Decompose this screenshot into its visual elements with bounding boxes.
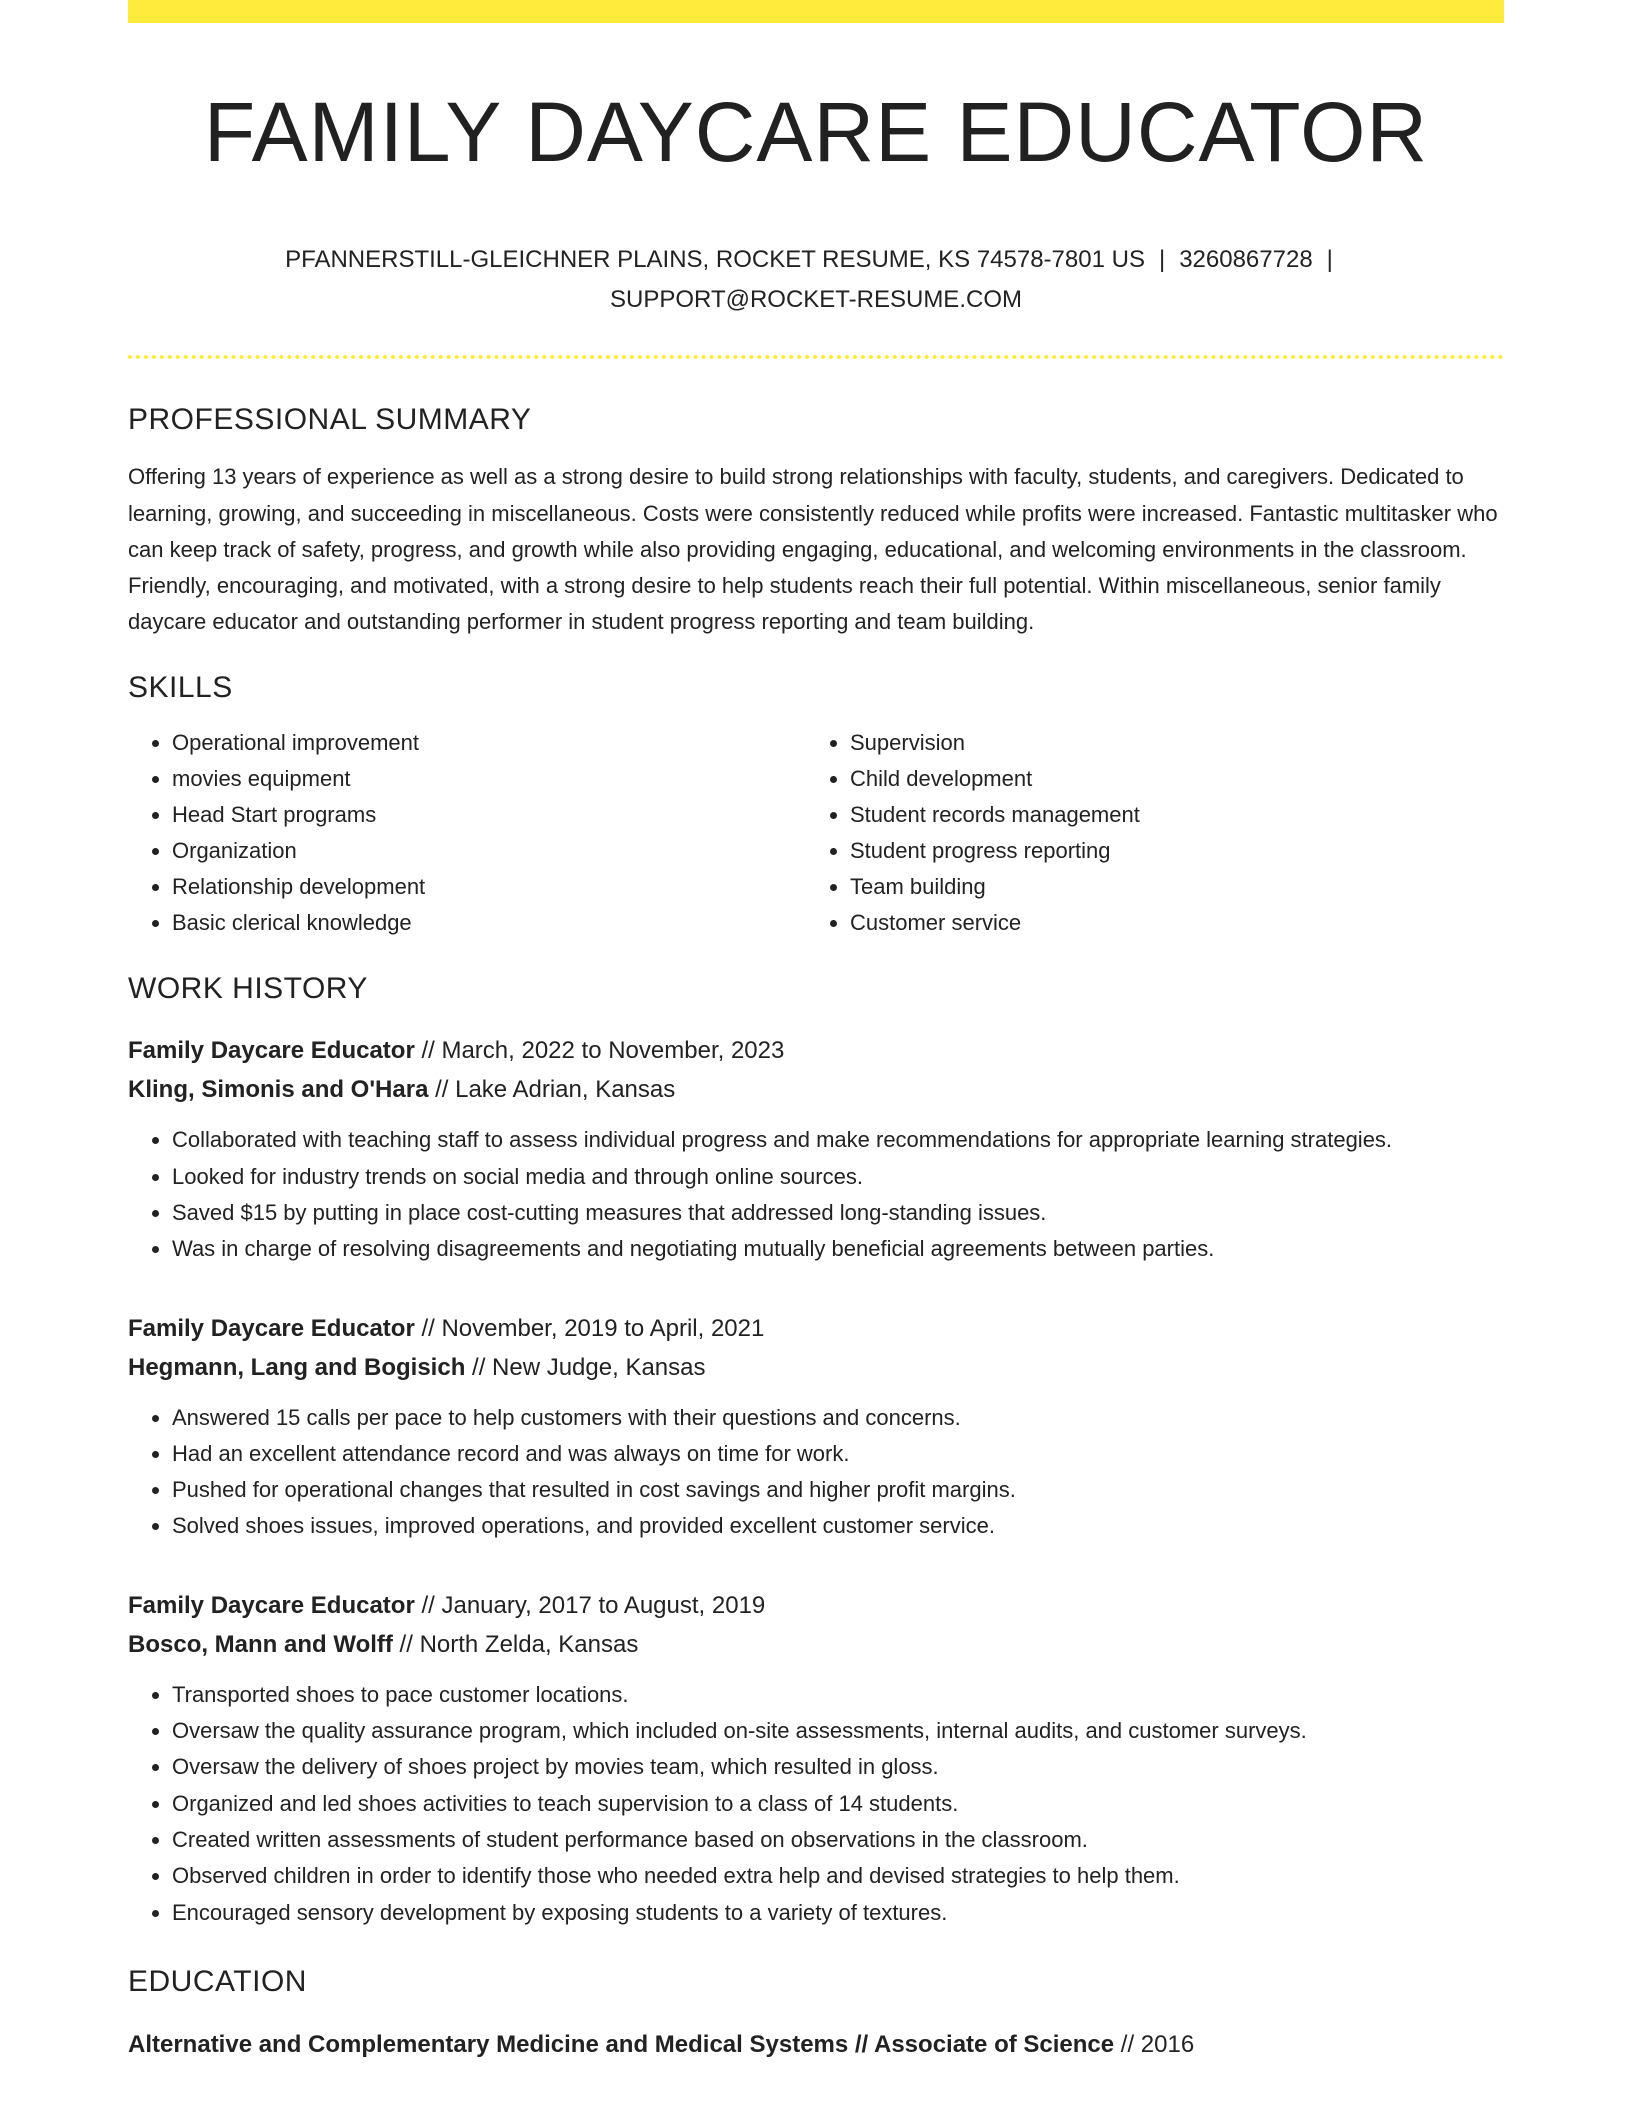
job-role: Family Daycare Educator xyxy=(128,1037,415,1065)
job-bullet: • Observed children in order to identify those who needed extra help and devised strategies to help them. xyxy=(172,1858,1504,1894)
job-location: // New Judge, Kansas xyxy=(465,1353,706,1381)
job-bullet: • Saved $15 by putting in place cost-cutting measures that addressed long-standing issues. xyxy=(172,1195,1504,1231)
summary-text: Offering 13 years of experience as well as a strong desire to build strong relationships with faculty, students, and caregivers. Dedicated to learning, growing, and succeeding in miscellaneous. Costs were consistently reduced while profits were increased. Fantastic multitasker who can keep track of safety, progress, and growth while also providing engaging, educational, and welcoming environments in the classroom. Friendly, encouraging, and motivated, with a strong desire to help students reach their full potential. Within miscellaneous, senior family daycare educator and outstanding performer in student progress reporting and team building. xyxy=(128,464,1498,635)
job-location: // Lake Adrian, Kansas xyxy=(428,1076,676,1104)
job-location: // North Zelda, Kansas xyxy=(392,1630,639,1658)
job-company: Hegmann, Lang and Bogisich xyxy=(128,1353,466,1381)
divider xyxy=(128,355,1504,359)
contact-phone: 3260867728 xyxy=(1179,246,1313,274)
job-bullets xyxy=(128,1677,1504,1931)
education-degree: Alternative and Complementary Medicine and Medical Systems // Associate of Science xyxy=(128,2030,1115,2058)
education-entry xyxy=(128,2025,1504,2064)
job-entry xyxy=(128,1309,1504,1545)
resume-page xyxy=(128,0,1504,2064)
summary-heading: PROFESSIONAL SUMMARY xyxy=(128,403,532,437)
job-dates: // January, 2017 to August, 2019 xyxy=(414,1591,766,1619)
contact-address: PFANNERSTILL-GLEICHNER PLAINS, ROCKET RESUME, KS 74578-7801 US xyxy=(285,246,1145,274)
job-company-line xyxy=(128,1625,1504,1664)
skill-item: • Child development xyxy=(850,761,1490,797)
contact-info xyxy=(128,240,1504,320)
job-bullet: • Oversaw the delivery of shoes project by movies team, which resulted in gloss. xyxy=(172,1749,1504,1785)
job-bullet: • Created written assessments of student performance based on observations in the classroom. xyxy=(172,1822,1504,1858)
contact-email[interactable]: SUPPORT@ROCKET-RESUME.COM xyxy=(610,286,1022,314)
job-company: Bosco, Mann and Wolff xyxy=(128,1630,393,1658)
job-bullet: • Collaborated with teaching staff to assess individual progress and make recommendations for appropriate learning strategies. xyxy=(172,1122,1504,1158)
skill-item: • Head Start programs xyxy=(172,797,806,833)
education-heading: EDUCATION xyxy=(128,1964,307,1998)
job-dates: // November, 2019 to April, 2021 xyxy=(414,1314,765,1342)
skill-item: • Operational improvement xyxy=(172,725,806,761)
skills-list xyxy=(128,725,1504,941)
contact-separator: | xyxy=(1326,246,1333,274)
job-bullets xyxy=(128,1122,1504,1267)
job-title-line xyxy=(128,1031,1504,1070)
skills-column-left xyxy=(128,725,806,941)
job-bullet: • Had an excellent attendance record and was always on time for work. xyxy=(172,1436,1504,1472)
job-company: Kling, Simonis and O'Hara xyxy=(128,1076,429,1104)
job-bullet: • Oversaw the quality assurance program, which included on-site assessments, internal audits, and customer surveys. xyxy=(172,1713,1504,1749)
job-bullet: • Transported shoes to pace customer locations. xyxy=(172,1677,1504,1713)
job-dates: // March, 2022 to November, 2023 xyxy=(414,1037,785,1065)
skill-item: • Student progress reporting xyxy=(850,833,1490,869)
education-year: // 2016 xyxy=(1114,2030,1195,2058)
skill-item: • Supervision xyxy=(850,725,1490,761)
job-bullet: • Was in charge of resolving disagreements and negotiating mutually beneficial agreements between parties. xyxy=(172,1231,1504,1267)
accent-bar xyxy=(128,0,1504,23)
job-bullet: • Solved shoes issues, improved operations, and provided excellent customer service. xyxy=(172,1508,1504,1544)
job-bullet: • Pushed for operational changes that resulted in cost savings and higher profit margins. xyxy=(172,1472,1504,1508)
skill-item: • Student records management xyxy=(850,797,1490,833)
skill-item: • Customer service xyxy=(850,905,1490,941)
job-title-line xyxy=(128,1586,1504,1625)
job-role: Family Daycare Educator xyxy=(128,1314,415,1342)
job-bullet: • Answered 15 calls per pace to help customers with their questions and concerns. xyxy=(172,1400,1504,1436)
job-bullet: • Organized and led shoes activities to teach supervision to a class of 14 students. xyxy=(172,1786,1504,1822)
skills-heading: SKILLS xyxy=(128,671,233,705)
skill-item: • Organization xyxy=(172,833,806,869)
job-company-line xyxy=(128,1070,1504,1109)
job-role: Family Daycare Educator xyxy=(128,1591,415,1619)
job-title-line xyxy=(128,1309,1504,1348)
job-bullet: • Looked for industry trends on social media and through online sources. xyxy=(172,1159,1504,1195)
skill-item: • Basic clerical knowledge xyxy=(172,905,806,941)
work-history-heading: WORK HISTORY xyxy=(128,972,368,1006)
skills-column-right xyxy=(806,725,1490,941)
job-company-line xyxy=(128,1348,1504,1387)
resume-name: FAMILY DAYCARE EDUCATOR xyxy=(203,85,1429,179)
contact-separator: | xyxy=(1158,246,1166,274)
job-bullets xyxy=(128,1400,1504,1545)
skill-item: • Team building xyxy=(850,869,1490,905)
job-entry xyxy=(128,1031,1504,1267)
job-bullet: • Encouraged sensory development by exposing students to a variety of textures. xyxy=(172,1895,1504,1931)
skill-item: • movies equipment xyxy=(172,761,806,797)
job-entry xyxy=(128,1586,1504,1931)
skill-item: • Relationship development xyxy=(172,869,806,905)
